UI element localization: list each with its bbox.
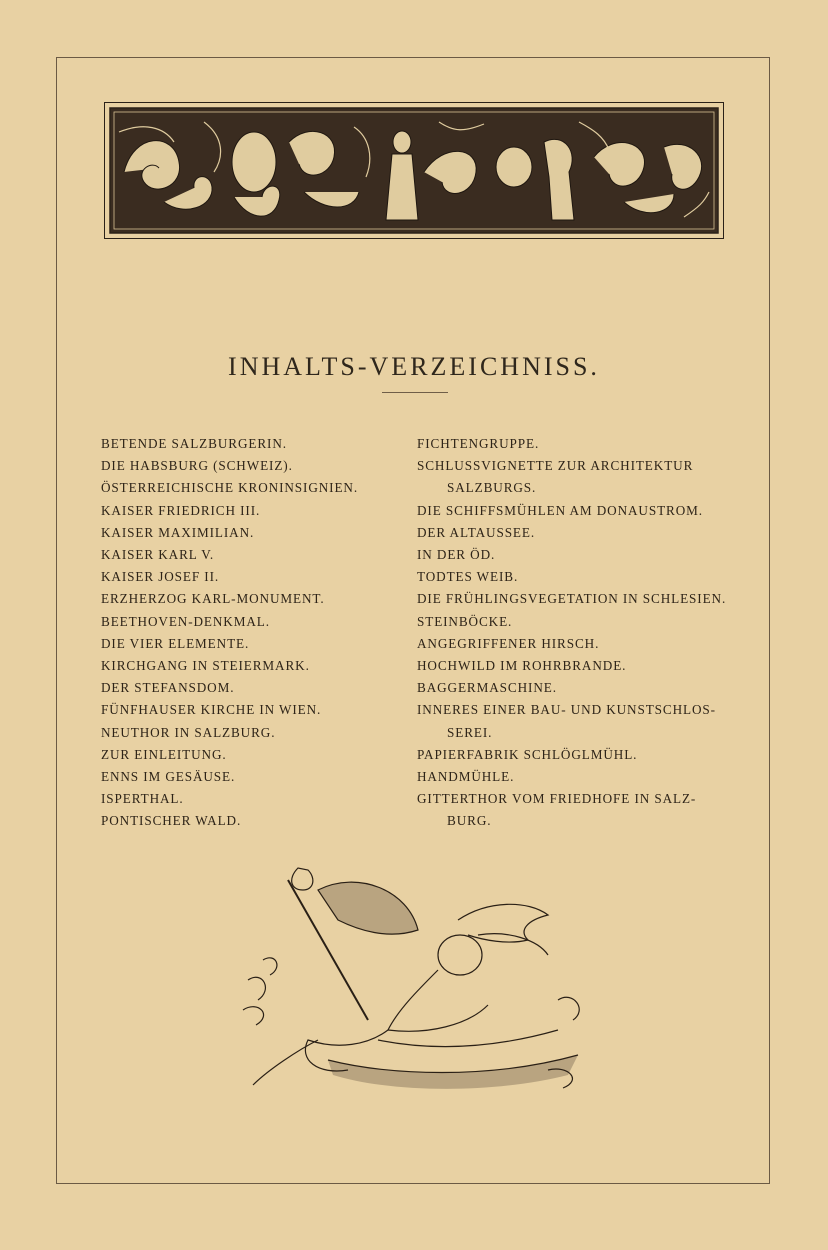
contents-entry: SCHLUSSVIGNETTE ZUR ARCHITEKTUR bbox=[417, 458, 694, 474]
ornamental-banner bbox=[104, 102, 724, 239]
contents-column-left bbox=[101, 433, 401, 833]
contents-entry: ÖSTERREICHISCHE KRONINSIGNIEN. bbox=[101, 480, 359, 496]
contents-entry: KAISER MAXIMILIAN. bbox=[101, 524, 255, 540]
contents-entry: HOCHWILD IM ROHRBRANDE. bbox=[417, 658, 627, 674]
contents-entry-continuation: BURG. bbox=[447, 813, 492, 829]
contents-entry: DIE SCHIFFSMÜHLEN AM DONAUSTROM. bbox=[417, 502, 703, 518]
contents-entry: KIRCHGANG IN STEIERMARK. bbox=[101, 658, 310, 674]
contents-column-right bbox=[417, 433, 737, 833]
contents-entry: FICHTENGRUPPE. bbox=[417, 436, 540, 451]
contents-entry: FÜNFHAUSER KIRCHE IN WIEN. bbox=[101, 702, 322, 718]
contents-entry: KAISER FRIEDRICH III. bbox=[101, 502, 261, 518]
contents-entry: BETENDE SALZBURGERIN. bbox=[101, 436, 287, 451]
contents-entry: DER ALTAUSSEE. bbox=[417, 524, 536, 540]
contents-entry: STEINBÖCKE. bbox=[417, 613, 513, 629]
contents-entry: HANDMÜHLE. bbox=[417, 769, 515, 785]
contents-entry: GITTERTHOR VOM FRIEDHOFE IN SALZ- bbox=[417, 791, 697, 807]
title-divider bbox=[382, 392, 448, 393]
contents-entry: BEETHOVEN-DENKMAL. bbox=[101, 613, 270, 629]
cherub-vignette bbox=[228, 860, 600, 1110]
contents-entry: DIE VIER ELEMENTE. bbox=[101, 635, 250, 651]
contents-entry: ZUR EINLEITUNG. bbox=[101, 746, 227, 762]
contents-entry: INNERES EINER BAU- UND KUNSTSCHLOS- bbox=[417, 702, 716, 718]
contents-entry: DIE FRÜHLINGSVEGETATION IN SCHLESIEN. bbox=[417, 591, 727, 607]
page-title: INHALTS-VERZEICHNISS. bbox=[228, 352, 600, 382]
contents-entry: BAGGERMASCHINE. bbox=[417, 680, 557, 696]
contents-entry: DER STEFANSDOM. bbox=[101, 680, 235, 696]
contents-entry: TODTES WEIB. bbox=[417, 569, 519, 585]
contents-entry: ERZHERZOG KARL-MONUMENT. bbox=[101, 591, 325, 607]
contents-entry-continuation: SEREI. bbox=[447, 724, 493, 740]
contents-entry: IN DER ÖD. bbox=[417, 547, 496, 563]
contents-entry: ANGEGRIFFENER HIRSCH. bbox=[417, 635, 600, 651]
contents-entry: KAISER JOSEF II. bbox=[101, 569, 220, 585]
contents-entry: PONTISCHER WALD. bbox=[101, 813, 242, 829]
contents-entry: KAISER KARL V. bbox=[101, 547, 215, 563]
contents-entry-continuation: SALZBURGS. bbox=[447, 480, 537, 496]
contents-entry: DIE HABSBURG (SCHWEIZ). bbox=[101, 458, 293, 474]
contents-entry: ENNS IM GESÄUSE. bbox=[101, 769, 236, 785]
contents-entry: PAPIERFABRIK SCHLÖGLMÜHL. bbox=[417, 746, 638, 762]
contents-entry: NEUTHOR IN SALZBURG. bbox=[101, 724, 276, 740]
contents-entry: ISPERTHAL. bbox=[101, 791, 184, 807]
